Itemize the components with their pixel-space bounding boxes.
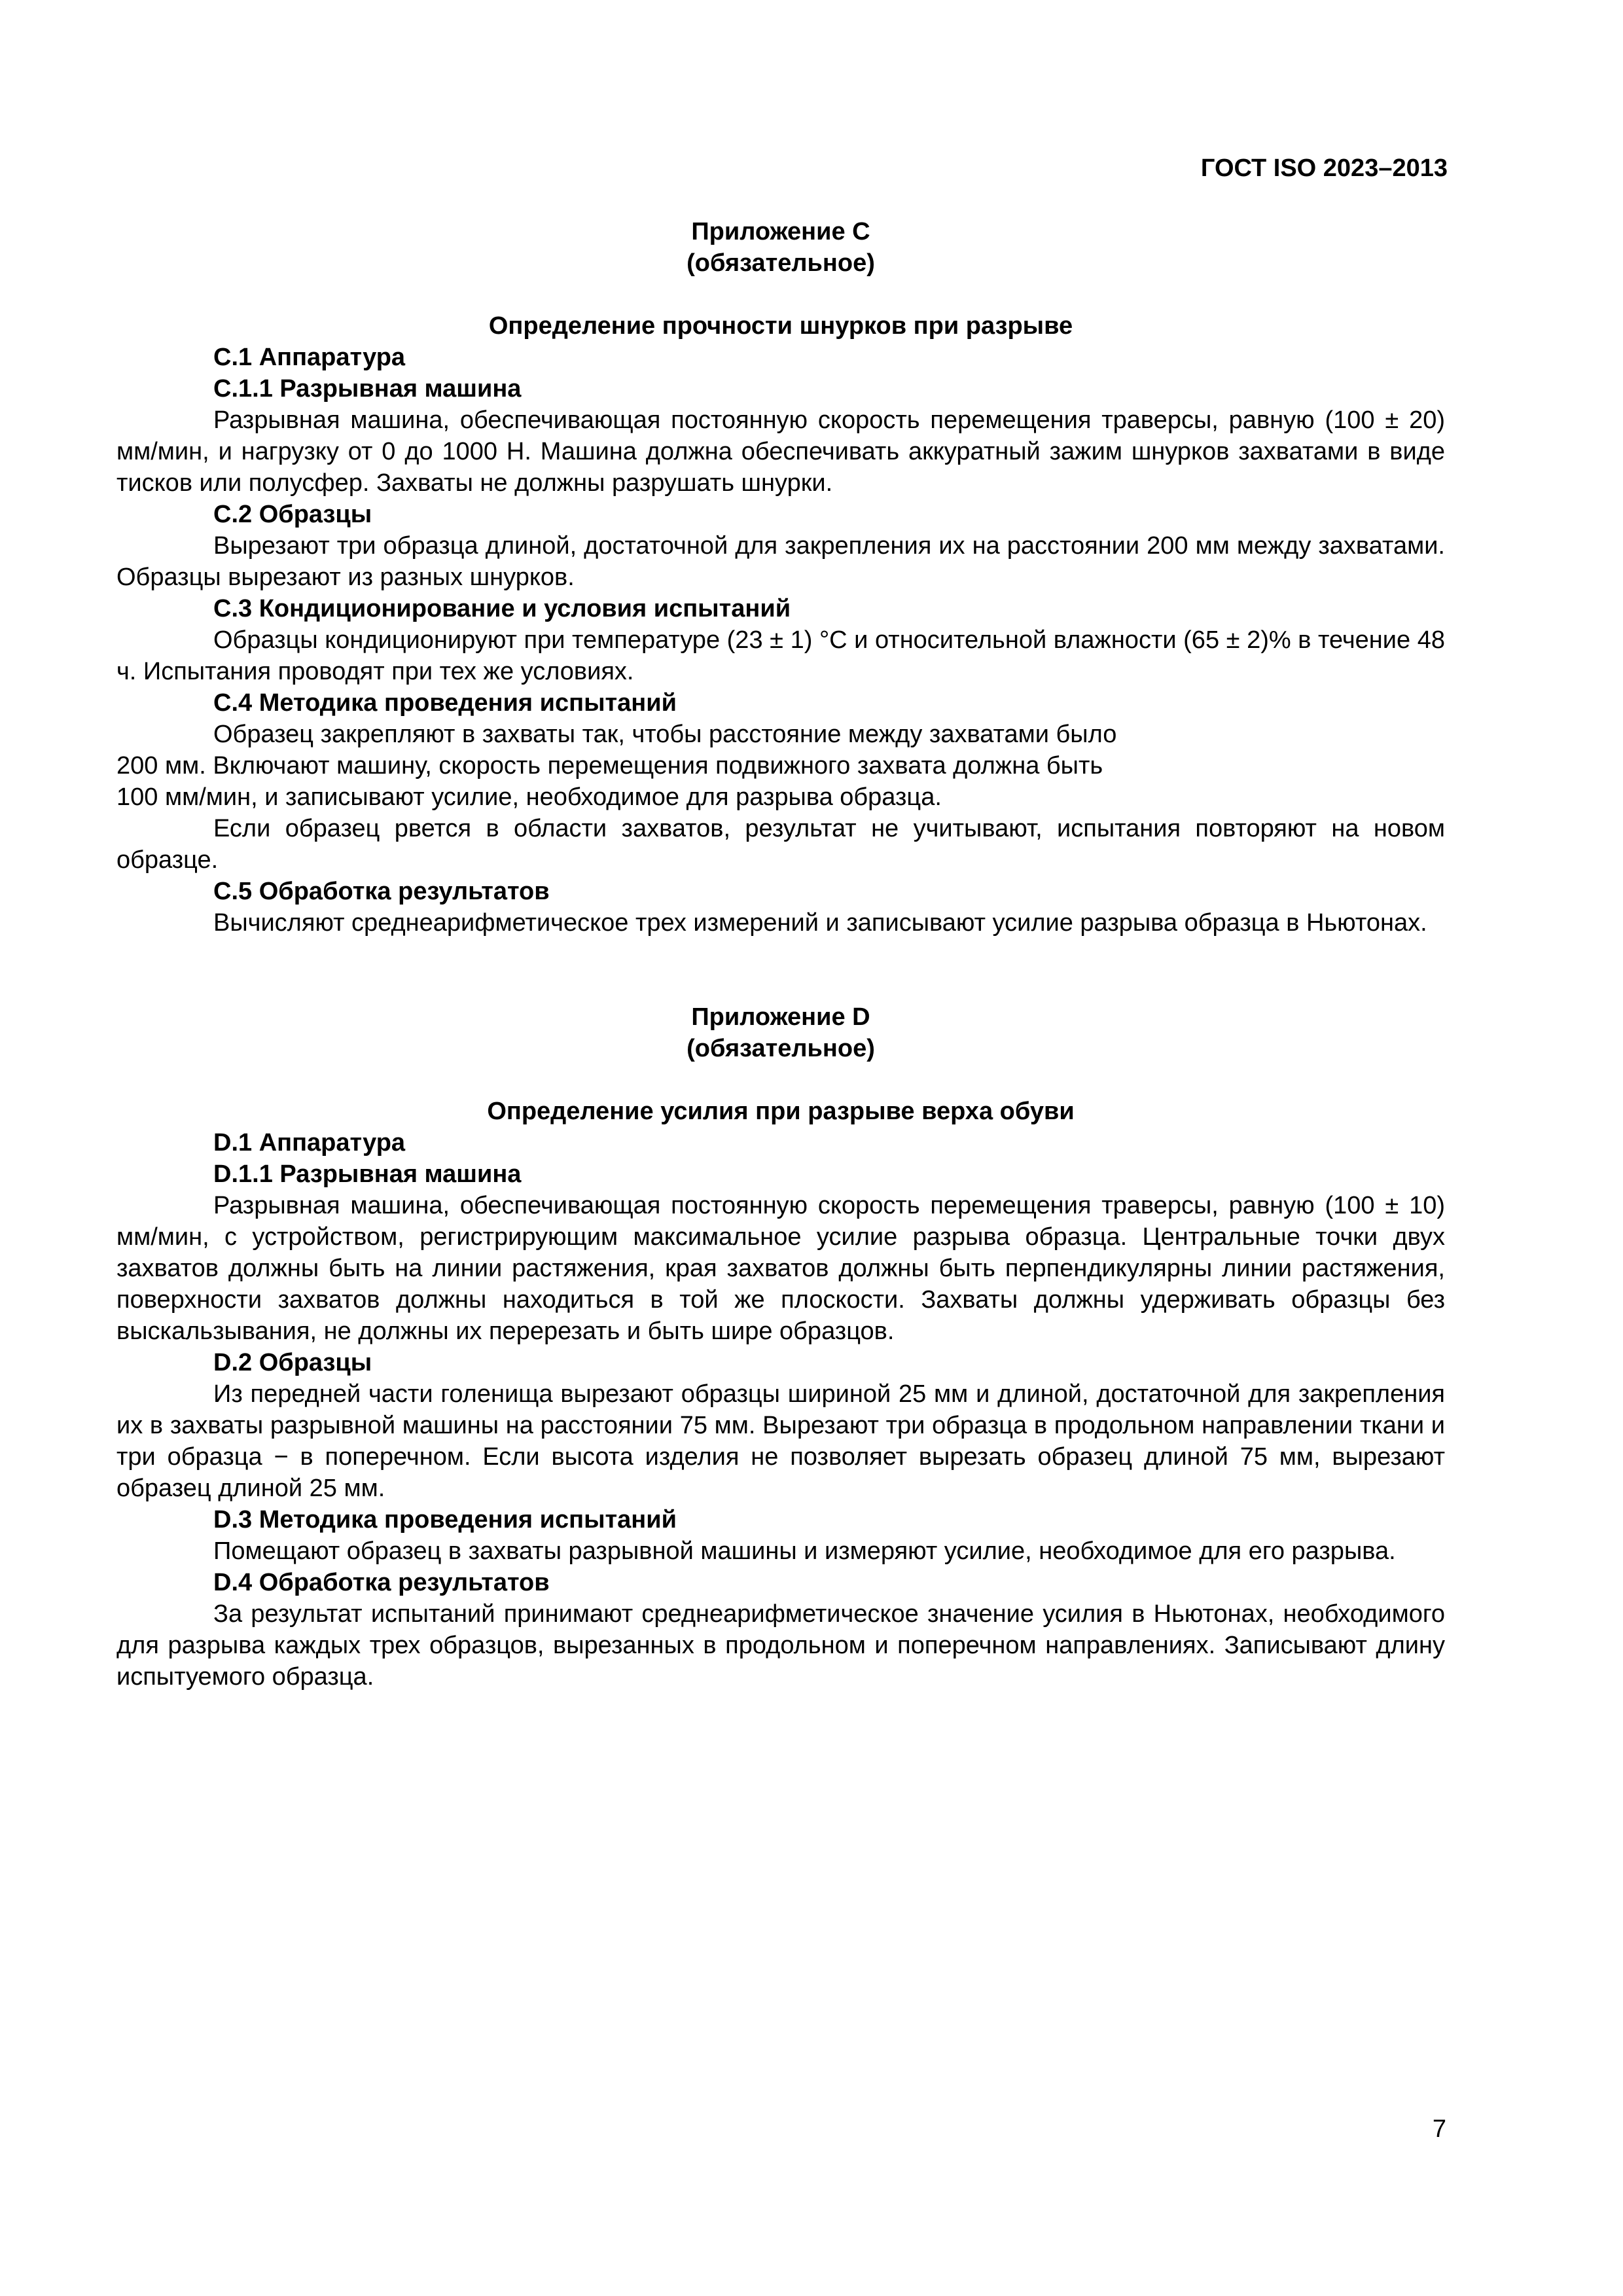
section-c2-heading: C.2 Образцы <box>213 501 372 528</box>
section-c1-heading: C.1 Аппаратура <box>213 344 406 371</box>
annex-d-heading: Определение усилия при разрыве верха обуви <box>487 1098 1075 1125</box>
section-c4-line-1: Образец закрепляют в захваты так, чтобы расстояние между захватами было <box>213 721 1117 748</box>
annex-c-title: Приложение C <box>691 218 870 245</box>
section-c4-line-2: 200 мм. Включают машину, скорость перемещения подвижного захвата должна быть <box>116 752 1103 780</box>
page-content <box>116 216 1445 1693</box>
annex-c-status: (обязательное) <box>687 249 875 277</box>
section-c2-text: Вырезают три образца длиной, достаточной для закрепления их на расстоянии 200 мм между захватами. Образцы вырезают из разных шнурков. <box>116 532 1445 591</box>
section-d11-text: Разрывная машина, обеспечивающая постоянную скорость перемещения траверсы, равную (100 ± 10) мм/мин, с устройством, регистрирующим максимальное усилие разрыва образца. Центральные точки двух захватов должны быть на линии растяжения, края захватов должны быть перпендикулярны линии растяжения, поверхности захватов должны находиться в той же плоскости. Захваты должны удерживать образцы без выскальзывания, не должны их перерезать и быть шире образцов. <box>116 1192 1445 1345</box>
section-c5-heading: C.5 Обработка результатов <box>213 878 550 905</box>
page-number: 7 <box>1432 2115 1446 2143</box>
section-c11-heading: C.1.1 Разрывная машина <box>213 375 522 403</box>
section-c4-line-3: 100 мм/мин, и записывают усилие, необходимое для разрыва образца. <box>116 783 942 811</box>
annex-c-heading: Определение прочности шнурков при разрыве <box>488 312 1073 340</box>
section-c5-text: Вычисляют среднеарифметическое трех измерений и записывают усилие разрыва образца в Ньютонах. <box>213 909 1427 937</box>
section-d2-text: Из передней части голенища вырезают образцы шириной 25 мм и длиной, достаточной для закрепления их в захваты разрывной машины на расстоянии 75 мм. Вырезают три образца в продольном направлении ткани и три образца − в поперечном. Если высота изделия не позволяет вырезать образец длиной 75 мм, вырезают образец длиной 25 мм. <box>116 1380 1445 1502</box>
section-c11-text: Разрывная машина, обеспечивающая постоянную скорость перемещения траверсы, равную (100 ± 20) мм/мин, и нагрузку от 0 до 1000 Н. Машина должна обеспечивать аккуратный зажим шнурков захватами в виде тисков или полусфер. Захваты не должны разрушать шнурки. <box>116 406 1445 497</box>
section-d1-heading: D.1 Аппаратура <box>213 1129 406 1157</box>
annex-d-status: (обязательное) <box>687 1035 875 1062</box>
section-c4-text-2: Если образец рвется в области захватов, результат не учитывают, испытания повторяют на новом образце. <box>116 815 1445 874</box>
section-d3-text: Помещают образец в захваты разрывной машины и измеряют усилие, необходимое для его разрыва. <box>213 1537 1396 1565</box>
section-c3-heading: C.3 Кондиционирование и условия испытаний <box>213 595 791 622</box>
section-c3-text: Образцы кондиционируют при температуре (23 ± 1) °С и относительной влажности (65 ± 2)% в течение 48 ч. Испытания проводят при тех же условиях. <box>116 626 1445 685</box>
section-d4-heading: D.4 Обработка результатов <box>213 1569 550 1596</box>
section-d2-heading: D.2 Образцы <box>213 1349 372 1376</box>
annex-d-title: Приложение D <box>691 1003 870 1031</box>
section-c4-heading: C.4 Методика проведения испытаний <box>213 689 677 717</box>
section-d3-heading: D.3 Методика проведения испытаний <box>213 1506 677 1534</box>
section-d11-heading: D.1.1 Разрывная машина <box>213 1160 522 1188</box>
section-d4-text: За результат испытаний принимают среднеарифметическое значение усилия в Ньютонах, необходимого для разрыва каждых трех образцов, вырезанных в продольном и поперечном направлениях. Записывают длину испытуемого образца. <box>116 1600 1445 1691</box>
standard-number: ГОСТ ISO 2023–2013 <box>1200 154 1448 182</box>
